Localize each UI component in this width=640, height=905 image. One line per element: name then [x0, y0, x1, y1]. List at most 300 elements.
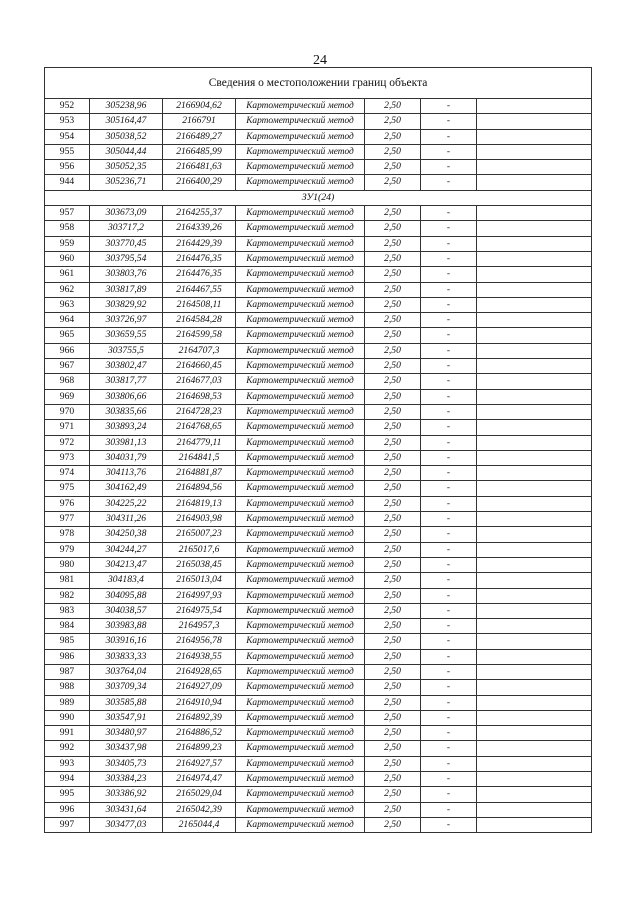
accuracy-cell: 2,50 [365, 756, 421, 771]
accuracy-cell: 2,50 [365, 267, 421, 282]
y-coordinate-cell: 2164660,45 [163, 359, 236, 374]
accuracy-cell: 2,50 [365, 359, 421, 374]
point-number-cell: 960 [45, 251, 90, 266]
table-row [45, 251, 592, 266]
description-cell: - [421, 175, 477, 190]
y-coordinate-cell: 2164881,87 [163, 466, 236, 481]
description-cell: - [421, 313, 477, 328]
method-cell: Картометрический метод [236, 313, 365, 328]
y-coordinate-cell: 2164886,52 [163, 726, 236, 741]
y-coordinate-cell: 2164429,39 [163, 236, 236, 251]
y-coordinate-cell: 2165029,04 [163, 787, 236, 802]
empty-cell [477, 282, 592, 297]
table-row [45, 496, 592, 511]
empty-cell [477, 206, 592, 221]
description-cell: - [421, 588, 477, 603]
method-cell: Картометрический метод [236, 267, 365, 282]
section-row [45, 190, 592, 205]
description-cell: - [421, 557, 477, 572]
x-coordinate-cell: 303477,03 [90, 817, 163, 832]
x-coordinate-cell: 305238,96 [90, 99, 163, 114]
empty-cell [477, 649, 592, 664]
method-cell: Картометрический метод [236, 236, 365, 251]
empty-cell [477, 496, 592, 511]
table-row [45, 573, 592, 588]
point-number-cell: 962 [45, 282, 90, 297]
empty-cell [477, 817, 592, 832]
x-coordinate-cell: 305038,52 [90, 129, 163, 144]
y-coordinate-cell: 2165017,6 [163, 542, 236, 557]
method-cell: Картометрический метод [236, 787, 365, 802]
point-number-cell: 958 [45, 221, 90, 236]
accuracy-cell: 2,50 [365, 99, 421, 114]
x-coordinate-cell: 303817,89 [90, 282, 163, 297]
method-cell: Картометрический метод [236, 649, 365, 664]
description-cell: - [421, 619, 477, 634]
table-body [45, 99, 592, 833]
accuracy-cell: 2,50 [365, 802, 421, 817]
description-cell: - [421, 129, 477, 144]
point-number-cell: 957 [45, 206, 90, 221]
x-coordinate-cell: 303817,77 [90, 374, 163, 389]
accuracy-cell: 2,50 [365, 466, 421, 481]
empty-cell [477, 573, 592, 588]
y-coordinate-cell: 2165013,04 [163, 573, 236, 588]
accuracy-cell: 2,50 [365, 603, 421, 618]
method-cell: Картометрический метод [236, 772, 365, 787]
y-coordinate-cell: 2164599,58 [163, 328, 236, 343]
empty-cell [477, 297, 592, 312]
accuracy-cell: 2,50 [365, 420, 421, 435]
method-cell: Картометрический метод [236, 496, 365, 511]
table-row [45, 802, 592, 817]
x-coordinate-cell: 304031,79 [90, 450, 163, 465]
description-cell: - [421, 695, 477, 710]
empty-cell [477, 512, 592, 527]
accuracy-cell: 2,50 [365, 313, 421, 328]
description-cell: - [421, 160, 477, 175]
x-coordinate-cell: 304213,47 [90, 557, 163, 572]
method-cell: Картометрический метод [236, 817, 365, 832]
description-cell: - [421, 389, 477, 404]
description-cell: - [421, 649, 477, 664]
y-coordinate-cell: 2164894,56 [163, 481, 236, 496]
point-number-cell: 983 [45, 603, 90, 618]
empty-cell [477, 236, 592, 251]
table-row [45, 695, 592, 710]
x-coordinate-cell: 304095,88 [90, 588, 163, 603]
method-cell: Картометрический метод [236, 527, 365, 542]
method-cell: Картометрический метод [236, 588, 365, 603]
empty-cell [477, 450, 592, 465]
accuracy-cell: 2,50 [365, 160, 421, 175]
empty-cell [477, 374, 592, 389]
point-number-cell: 944 [45, 175, 90, 190]
x-coordinate-cell: 303981,13 [90, 435, 163, 450]
y-coordinate-cell: 2164476,35 [163, 267, 236, 282]
empty-cell [477, 527, 592, 542]
empty-cell [477, 267, 592, 282]
accuracy-cell: 2,50 [365, 527, 421, 542]
point-number-cell: 954 [45, 129, 90, 144]
table-row [45, 817, 592, 832]
description-cell: - [421, 374, 477, 389]
accuracy-cell: 2,50 [365, 404, 421, 419]
accuracy-cell: 2,50 [365, 206, 421, 221]
boundary-coordinates-table [44, 67, 592, 833]
table-row [45, 435, 592, 450]
accuracy-cell: 2,50 [365, 817, 421, 832]
table-row [45, 313, 592, 328]
description-cell: - [421, 359, 477, 374]
table-row [45, 756, 592, 771]
point-number-cell: 973 [45, 450, 90, 465]
point-number-cell: 994 [45, 772, 90, 787]
empty-cell [477, 756, 592, 771]
description-cell: - [421, 496, 477, 511]
x-coordinate-cell: 303437,98 [90, 741, 163, 756]
method-cell: Картометрический метод [236, 129, 365, 144]
empty-cell [477, 343, 592, 358]
x-coordinate-cell: 304183,4 [90, 573, 163, 588]
table-row [45, 680, 592, 695]
table-row [45, 359, 592, 374]
method-cell: Картометрический метод [236, 741, 365, 756]
table-row [45, 328, 592, 343]
table-row [45, 282, 592, 297]
empty-cell [477, 726, 592, 741]
accuracy-cell: 2,50 [365, 435, 421, 450]
y-coordinate-cell: 2164728,23 [163, 404, 236, 419]
y-coordinate-cell: 2164956,78 [163, 634, 236, 649]
y-coordinate-cell: 2164899,23 [163, 741, 236, 756]
table-row [45, 420, 592, 435]
point-number-cell: 984 [45, 619, 90, 634]
point-number-cell: 993 [45, 756, 90, 771]
table-row [45, 588, 592, 603]
method-cell: Картометрический метод [236, 99, 365, 114]
point-number-cell: 986 [45, 649, 90, 664]
table-row [45, 557, 592, 572]
y-coordinate-cell: 2164927,57 [163, 756, 236, 771]
description-cell: - [421, 573, 477, 588]
accuracy-cell: 2,50 [365, 664, 421, 679]
empty-cell [477, 634, 592, 649]
point-number-cell: 955 [45, 144, 90, 159]
x-coordinate-cell: 303673,09 [90, 206, 163, 221]
page-number: 24 [313, 53, 327, 68]
table-row [45, 404, 592, 419]
empty-cell [477, 588, 592, 603]
point-number-cell: 996 [45, 802, 90, 817]
table-row [45, 466, 592, 481]
description-cell: - [421, 404, 477, 419]
description-cell: - [421, 221, 477, 236]
point-number-cell: 971 [45, 420, 90, 435]
empty-cell [477, 313, 592, 328]
x-coordinate-cell: 304250,38 [90, 527, 163, 542]
accuracy-cell: 2,50 [365, 450, 421, 465]
accuracy-cell: 2,50 [365, 710, 421, 725]
empty-cell [477, 221, 592, 236]
empty-cell [477, 404, 592, 419]
method-cell: Картометрический метод [236, 374, 365, 389]
method-cell: Картометрический метод [236, 756, 365, 771]
method-cell: Картометрический метод [236, 710, 365, 725]
point-number-cell: 995 [45, 787, 90, 802]
description-cell: - [421, 772, 477, 787]
empty-cell [477, 251, 592, 266]
y-coordinate-cell: 2165042,39 [163, 802, 236, 817]
y-coordinate-cell: 2164975,54 [163, 603, 236, 618]
x-coordinate-cell: 303405,73 [90, 756, 163, 771]
table-row [45, 175, 592, 190]
point-number-cell: 956 [45, 160, 90, 175]
accuracy-cell: 2,50 [365, 496, 421, 511]
accuracy-cell: 2,50 [365, 389, 421, 404]
description-cell: - [421, 680, 477, 695]
method-cell: Картометрический метод [236, 144, 365, 159]
point-number-cell: 961 [45, 267, 90, 282]
point-number-cell: 972 [45, 435, 90, 450]
point-number-cell: 965 [45, 328, 90, 343]
x-coordinate-cell: 303431,64 [90, 802, 163, 817]
accuracy-cell: 2,50 [365, 144, 421, 159]
empty-cell [477, 328, 592, 343]
y-coordinate-cell: 2164339,26 [163, 221, 236, 236]
empty-cell [477, 389, 592, 404]
method-cell: Картометрический метод [236, 389, 365, 404]
point-number-cell: 967 [45, 359, 90, 374]
empty-cell [477, 603, 592, 618]
x-coordinate-cell: 303386,92 [90, 787, 163, 802]
empty-cell [477, 542, 592, 557]
x-coordinate-cell: 303806,66 [90, 389, 163, 404]
point-number-cell: 991 [45, 726, 90, 741]
description-cell: - [421, 481, 477, 496]
accuracy-cell: 2,50 [365, 573, 421, 588]
method-cell: Картометрический метод [236, 450, 365, 465]
accuracy-cell: 2,50 [365, 374, 421, 389]
x-coordinate-cell: 303983,88 [90, 619, 163, 634]
x-coordinate-cell: 305052,35 [90, 160, 163, 175]
method-cell: Картометрический метод [236, 221, 365, 236]
table-row [45, 343, 592, 358]
y-coordinate-cell: 2164910,94 [163, 695, 236, 710]
description-cell: - [421, 466, 477, 481]
accuracy-cell: 2,50 [365, 542, 421, 557]
empty-cell [477, 664, 592, 679]
y-coordinate-cell: 2164779,11 [163, 435, 236, 450]
x-coordinate-cell: 303835,66 [90, 404, 163, 419]
table-row [45, 634, 592, 649]
method-cell: Картометрический метод [236, 802, 365, 817]
description-cell: - [421, 450, 477, 465]
method-cell: Картометрический метод [236, 251, 365, 266]
table-row [45, 772, 592, 787]
accuracy-cell: 2,50 [365, 512, 421, 527]
y-coordinate-cell: 2164698,53 [163, 389, 236, 404]
point-number-cell: 981 [45, 573, 90, 588]
method-cell: Картометрический метод [236, 695, 365, 710]
point-number-cell: 982 [45, 588, 90, 603]
y-coordinate-cell: 2164927,09 [163, 680, 236, 695]
point-number-cell: 959 [45, 236, 90, 251]
x-coordinate-cell: 303829,92 [90, 297, 163, 312]
method-cell: Картометрический метод [236, 359, 365, 374]
y-coordinate-cell: 2166485,99 [163, 144, 236, 159]
x-coordinate-cell: 303833,33 [90, 649, 163, 664]
point-number-cell: 953 [45, 114, 90, 129]
empty-cell [477, 129, 592, 144]
point-number-cell: 990 [45, 710, 90, 725]
description-cell: - [421, 542, 477, 557]
y-coordinate-cell: 2164841,5 [163, 450, 236, 465]
y-coordinate-cell: 2164707,3 [163, 343, 236, 358]
accuracy-cell: 2,50 [365, 236, 421, 251]
table-row [45, 741, 592, 756]
description-cell: - [421, 741, 477, 756]
accuracy-cell: 2,50 [365, 588, 421, 603]
point-number-cell: 980 [45, 557, 90, 572]
point-number-cell: 989 [45, 695, 90, 710]
accuracy-cell: 2,50 [365, 726, 421, 741]
x-coordinate-cell: 303916,16 [90, 634, 163, 649]
point-number-cell: 987 [45, 664, 90, 679]
method-cell: Картометрический метод [236, 542, 365, 557]
empty-cell [477, 772, 592, 787]
x-coordinate-cell: 305236,71 [90, 175, 163, 190]
empty-cell [477, 710, 592, 725]
empty-cell [477, 680, 592, 695]
description-cell: - [421, 144, 477, 159]
x-coordinate-cell: 303795,54 [90, 251, 163, 266]
y-coordinate-cell: 2166791 [163, 114, 236, 129]
method-cell: Картометрический метод [236, 619, 365, 634]
y-coordinate-cell: 2165007,23 [163, 527, 236, 542]
table-row [45, 267, 592, 282]
point-number-cell: 963 [45, 297, 90, 312]
accuracy-cell: 2,50 [365, 282, 421, 297]
method-cell: Картометрический метод [236, 435, 365, 450]
description-cell: - [421, 328, 477, 343]
point-number-cell: 977 [45, 512, 90, 527]
description-cell: - [421, 710, 477, 725]
x-coordinate-cell: 304244,27 [90, 542, 163, 557]
empty-cell [477, 420, 592, 435]
description-cell: - [421, 343, 477, 358]
x-coordinate-cell: 303726,97 [90, 313, 163, 328]
y-coordinate-cell: 2165044,4 [163, 817, 236, 832]
table-row [45, 710, 592, 725]
empty-cell [477, 359, 592, 374]
point-number-cell: 976 [45, 496, 90, 511]
table-row [45, 481, 592, 496]
x-coordinate-cell: 304162,49 [90, 481, 163, 496]
x-coordinate-cell: 303802,47 [90, 359, 163, 374]
description-cell: - [421, 420, 477, 435]
description-cell: - [421, 802, 477, 817]
table-row [45, 297, 592, 312]
method-cell: Картометрический метод [236, 404, 365, 419]
empty-cell [477, 175, 592, 190]
x-coordinate-cell: 303770,45 [90, 236, 163, 251]
y-coordinate-cell: 2164476,35 [163, 251, 236, 266]
point-number-cell: 964 [45, 313, 90, 328]
y-coordinate-cell: 2164255,37 [163, 206, 236, 221]
table-row [45, 236, 592, 251]
point-number-cell: 952 [45, 99, 90, 114]
accuracy-cell: 2,50 [365, 481, 421, 496]
y-coordinate-cell: 2164892,39 [163, 710, 236, 725]
method-cell: Картометрический метод [236, 664, 365, 679]
description-cell: - [421, 297, 477, 312]
description-cell: - [421, 236, 477, 251]
accuracy-cell: 2,50 [365, 343, 421, 358]
table-row [45, 144, 592, 159]
description-cell: - [421, 634, 477, 649]
empty-cell [477, 144, 592, 159]
x-coordinate-cell: 303755,5 [90, 343, 163, 358]
method-cell: Картометрический метод [236, 114, 365, 129]
x-coordinate-cell: 305044,44 [90, 144, 163, 159]
description-cell: - [421, 282, 477, 297]
x-coordinate-cell: 303480,97 [90, 726, 163, 741]
method-cell: Картометрический метод [236, 328, 365, 343]
point-number-cell: 975 [45, 481, 90, 496]
table-title: Сведения о местоположении границ объекта [45, 68, 592, 99]
x-coordinate-cell: 304038,57 [90, 603, 163, 618]
accuracy-cell: 2,50 [365, 251, 421, 266]
method-cell: Картометрический метод [236, 680, 365, 695]
y-coordinate-cell: 2166489,27 [163, 129, 236, 144]
accuracy-cell: 2,50 [365, 680, 421, 695]
point-number-cell: 978 [45, 527, 90, 542]
x-coordinate-cell: 303803,76 [90, 267, 163, 282]
method-cell: Картометрический метод [236, 557, 365, 572]
method-cell: Картометрический метод [236, 206, 365, 221]
description-cell: - [421, 435, 477, 450]
method-cell: Картометрический метод [236, 603, 365, 618]
description-cell: - [421, 267, 477, 282]
y-coordinate-cell: 2164903,98 [163, 512, 236, 527]
table-title-row [45, 68, 592, 99]
point-number-cell: 970 [45, 404, 90, 419]
empty-cell [477, 619, 592, 634]
y-coordinate-cell: 2164584,28 [163, 313, 236, 328]
x-coordinate-cell: 304113,76 [90, 466, 163, 481]
description-cell: - [421, 251, 477, 266]
x-coordinate-cell: 303585,88 [90, 695, 163, 710]
table-row [45, 512, 592, 527]
y-coordinate-cell: 2164508,11 [163, 297, 236, 312]
y-coordinate-cell: 2164974,47 [163, 772, 236, 787]
x-coordinate-cell: 303384,23 [90, 772, 163, 787]
point-number-cell: 979 [45, 542, 90, 557]
x-coordinate-cell: 303717,2 [90, 221, 163, 236]
x-coordinate-cell: 303659,55 [90, 328, 163, 343]
empty-cell [477, 481, 592, 496]
accuracy-cell: 2,50 [365, 114, 421, 129]
empty-cell [477, 787, 592, 802]
point-number-cell: 997 [45, 817, 90, 832]
empty-cell [477, 160, 592, 175]
table-row [45, 664, 592, 679]
y-coordinate-cell: 2166481,63 [163, 160, 236, 175]
accuracy-cell: 2,50 [365, 741, 421, 756]
table-row [45, 726, 592, 741]
method-cell: Картометрический метод [236, 481, 365, 496]
